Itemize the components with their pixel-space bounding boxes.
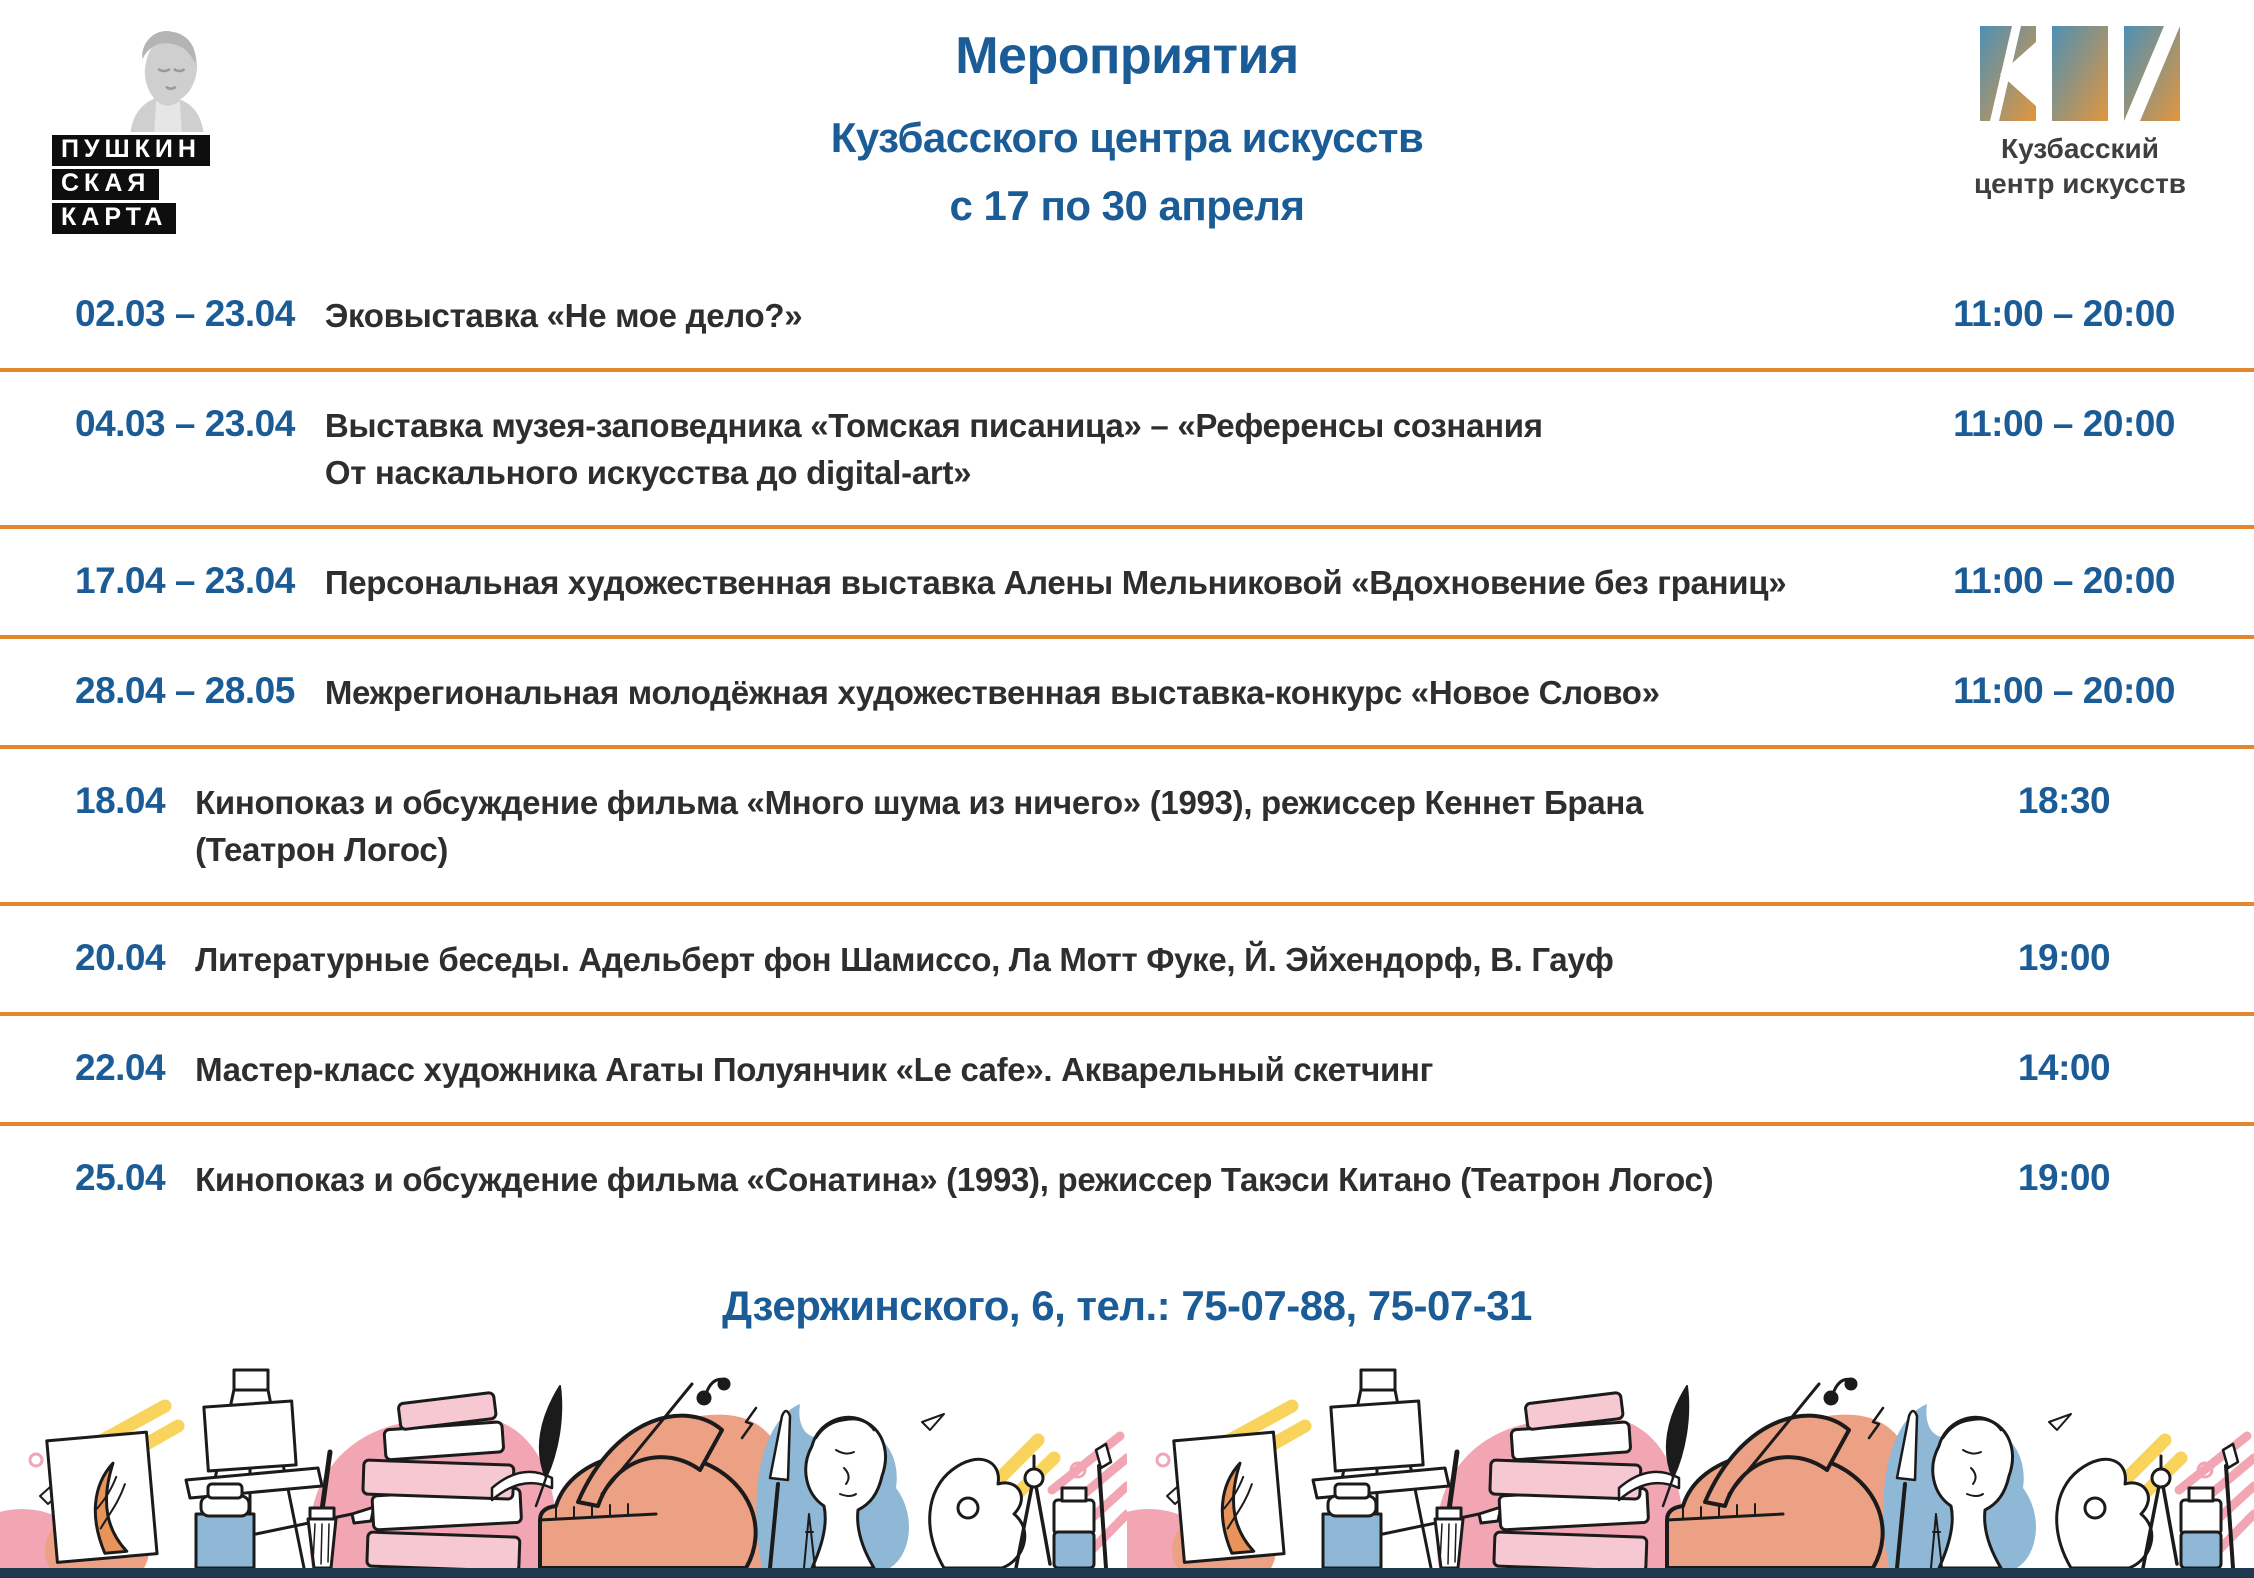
event-row — [0, 749, 2254, 906]
event-date: 18.04 — [75, 780, 166, 821]
event-date: 20.04 — [75, 937, 166, 978]
kci-mark-icon — [1980, 26, 2180, 121]
art-doodles-band — [0, 1333, 2254, 1568]
title-line2: Кузбасского центра искусств — [830, 114, 1424, 161]
kci-logo-wordmark — [1960, 131, 2200, 201]
event-time: 14:00 — [2017, 1047, 2111, 1088]
event-description-line2: От наскального искусства до digital-art» — [324, 454, 972, 491]
event-time: 11:00 – 20:00 — [1953, 670, 2175, 711]
event-description-line1: Литературные беседы. Адельберт фон Шамиссо, Ла Мотт Фуке, Й. Эйхендорф, В. Гауф — [195, 941, 1614, 978]
event-description-line1: Межрегиональная молодёжная художественная выставка-конкурс «Новое Слово» — [324, 674, 1660, 711]
event-date: 04.03 – 23.04 — [75, 403, 295, 444]
event-row — [0, 262, 2254, 372]
event-date: 28.04 – 28.05 — [75, 670, 295, 711]
event-description-line1: Кинопоказ и обсуждение фильма «Много шума из ничего» (1993), режиссер Кеннет Брана — [195, 784, 1644, 821]
event-date: 02.03 – 23.04 — [75, 293, 295, 334]
bottom-navy-bar — [0, 1568, 2254, 1578]
event-time: 11:00 – 20:00 — [1953, 293, 2175, 334]
art-doodles-illustration — [1127, 1333, 2254, 1568]
pushkin-logo-line1: ПУШКИН — [52, 135, 210, 166]
pushkin-logo-line2: СКАЯ — [52, 169, 159, 200]
events-table — [0, 262, 2254, 1232]
event-date: 17.04 – 23.04 — [75, 560, 295, 601]
event-description — [325, 401, 1904, 496]
event-row — [0, 372, 2254, 529]
event-description-line1: Мастер-класс художника Агаты Полуянчик «Le cafe». Акварельный скетчинг — [195, 1051, 1434, 1088]
event-row — [0, 529, 2254, 639]
event-description — [325, 668, 1904, 716]
pushkin-logo-line3: КАРТА — [52, 203, 176, 234]
kci-logo-line2: центр искусств — [1973, 168, 2187, 199]
event-row — [0, 639, 2254, 749]
event-description — [325, 291, 1904, 339]
event-date: 25.04 — [75, 1157, 166, 1198]
event-row — [0, 906, 2254, 1016]
event-description-line1: Кинопоказ и обсуждение фильма «Сонатина» (1993), режиссер Такэси Китано (Театрон Логос) — [195, 1161, 1714, 1198]
event-description-line1: Персональная художественная выставка Алены Мельниковой «Вдохновение без границ» — [324, 564, 1787, 601]
header — [0, 0, 2254, 262]
kci-logo — [1960, 26, 2200, 201]
kci-logo-line1: Кузбасский — [2001, 133, 2159, 164]
event-row — [0, 1016, 2254, 1126]
page-title — [0, 26, 2254, 230]
event-time: 18:30 — [2017, 780, 2111, 821]
address-and-phones: Дзержинского, 6, тел.: 75-07-88, 75-07-31 — [722, 1282, 1532, 1329]
event-description — [195, 1045, 1904, 1093]
event-time: 19:00 — [2017, 937, 2111, 978]
event-description — [195, 778, 1904, 873]
event-date: 22.04 — [75, 1047, 166, 1088]
title-line1: Мероприятия — [955, 27, 1299, 85]
event-time: 19:00 — [2017, 1157, 2111, 1198]
event-row — [0, 1126, 2254, 1232]
event-time: 11:00 – 20:00 — [1953, 560, 2175, 601]
event-description — [195, 1155, 1904, 1203]
art-doodles-illustration — [0, 1333, 1127, 1568]
event-time: 11:00 – 20:00 — [1953, 403, 2175, 444]
event-description-line1: Эковыставка «Не мое дело?» — [324, 297, 803, 334]
event-description — [195, 935, 1904, 983]
title-line3: с 17 по 30 апреля — [949, 182, 1305, 229]
event-description-line1: Выставка музея-заповедника «Томская писаница» – «Референсы сознания — [324, 407, 1543, 444]
event-description-line2: (Театрон Логос) — [195, 831, 449, 868]
event-description — [325, 558, 1904, 606]
